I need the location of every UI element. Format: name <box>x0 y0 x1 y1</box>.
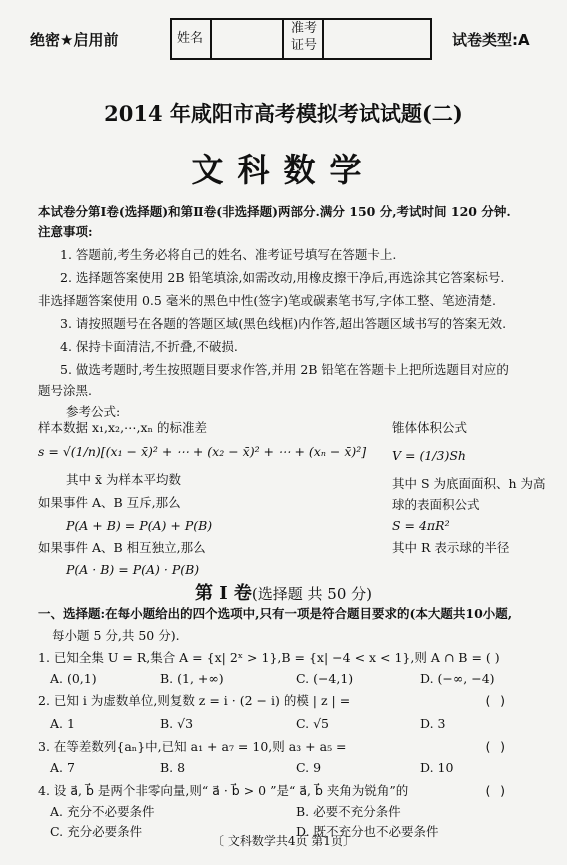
question-4-stem: 4. 设 a⃗, b⃗ 是两个非零向量,则“ a⃗ · b⃗ > 0 ”是“ a⃗, b⃗ 夹角为锐角”的 <box>38 783 409 798</box>
question-3-option-d[interactable]: D. 10 <box>420 760 454 775</box>
cone-volume-label: 锥体体积公式 <box>392 420 468 435</box>
note-1: 1. 答题前,考生务必将自己的姓名、准考证号填写在答题卡上. <box>60 247 397 262</box>
sphere-area-label: 球的表面积公式 <box>392 497 480 512</box>
name-input-cell[interactable] <box>212 20 284 58</box>
cone-volume-formula: V = (1/3)Sh <box>392 448 466 463</box>
question-3-answer-paren: ( ) <box>484 739 507 754</box>
note-5: 5. 做选考题时,考生按照题目要求作答,并用 2B 铅笔在答题卡上把所选题目对应的 <box>60 362 509 377</box>
addition-rule: P(A + B) = P(A) + P(B) <box>66 518 213 533</box>
question-4-option-d[interactable]: D. 既不充分也不必要条件 <box>296 824 439 839</box>
section-name: 第 Ⅰ 卷 <box>194 583 252 604</box>
paper-type-label: 试卷类型:A <box>452 31 530 49</box>
question-1-option-d[interactable]: D. (−∞, −4) <box>420 671 495 686</box>
question-3-stem: 3. 在等差数列{aₙ}中,已知 a₁ + a₇ = 10,则 a₃ + a₅ = <box>38 739 347 754</box>
note-5-cont: 题号涂黑. <box>38 383 92 398</box>
exam-no-label-1: 准考 <box>291 21 318 36</box>
name-label: 姓名 <box>177 31 204 46</box>
notes-heading: 注意事项: <box>38 224 93 239</box>
page-footer: 〔 文科数学共4页 第1页〕 <box>212 834 355 848</box>
intro-text: 本试卷分第Ⅰ卷(选择题)和第Ⅱ卷(非选择题)两部分.满分 150 分,考试时间 120 分钟. <box>38 204 511 219</box>
question-2-option-d[interactable]: D. 3 <box>420 716 446 731</box>
sphere-area-formula: S = 4πR² <box>392 518 450 533</box>
section-title <box>0 582 567 605</box>
question-3-option-c[interactable]: C. 9 <box>296 760 322 775</box>
question-2-answer-paren: ( ) <box>484 693 507 708</box>
note-2-cont: 非选择题答案使用 0.5 毫米的黑色中性(签字)笔或碳素笔书写,字体工整、笔迹清楚. <box>38 293 497 308</box>
mutually-exclusive-label: 如果事件 A、B 互斥,那么 <box>38 495 181 510</box>
question-2-stem: 2. 已知 i 为虚数单位,则复数 z = i · (2 − i) 的模 | z | = <box>38 693 351 708</box>
name-label-cell <box>172 20 212 58</box>
question-4-option-c[interactable]: C. 充分必要条件 <box>50 824 143 839</box>
question-4-answer-paren: ( ) <box>484 783 507 798</box>
note-2: 2. 选择题答案使用 2B 铅笔填涂,如需改动,用橡皮擦干净后,再选涂其它答案标号. <box>60 270 505 285</box>
question-2-option-a[interactable]: A. 1 <box>50 716 75 731</box>
question-4-option-b[interactable]: B. 必要不充分条件 <box>296 804 401 819</box>
subject-title: 文科数学 <box>191 151 376 189</box>
std-dev-formula: s = √(1/n)[(x₁ − x̄)² + ⋯ + (x₂ − x̄)² + ⋯ + (xₙ − x̄)²] <box>38 444 367 459</box>
exam-no-label-2: 证号 <box>291 38 318 53</box>
question-1-option-b[interactable]: B. (1, +∞) <box>160 671 224 686</box>
sphere-note: 其中 R 表示球的半径 <box>392 540 510 555</box>
question-1-option-a[interactable]: A. (0,1) <box>50 671 97 686</box>
exam-no-input-cell[interactable] <box>324 20 430 58</box>
question-3-option-a[interactable]: A. 7 <box>50 760 75 775</box>
candidate-info-box <box>170 18 432 60</box>
multiplication-rule: P(A · B) = P(A) · P(B) <box>66 562 200 577</box>
confidential-label: 绝密★启用前 <box>30 31 119 49</box>
exam-no-label-cell <box>284 20 324 58</box>
formula-heading: 参考公式: <box>66 404 121 419</box>
question-1-option-c[interactable]: C. (−4,1) <box>296 671 354 686</box>
exam-title: 2014 年咸阳市高考模拟考试试题(二) <box>104 101 463 126</box>
mean-note: 其中 x̄ 为样本平均数 <box>66 472 181 487</box>
question-3-option-b[interactable]: B. 8 <box>160 760 186 775</box>
cone-note: 其中 S 为底面面积、h 为高 <box>392 476 546 491</box>
question-1-stem: 1. 已知全集 U = R,集合 A = {x| 2ˣ > 1},B = {x| −4 < x < 1},则 A ∩ B = ( ) <box>38 650 500 665</box>
question-2-option-c[interactable]: C. √5 <box>296 716 329 731</box>
std-dev-label: 样本数据 x₁,x₂,⋯,xₙ 的标准差 <box>38 420 207 435</box>
part1-heading: 一、选择题:在每小题给出的四个选项中,只有一项是符合题目要求的(本大题共10小题, <box>38 606 513 621</box>
section-subtitle: (选择题 共 50 分) <box>251 585 373 603</box>
note-4: 4. 保持卡面清洁,不折叠,不破损. <box>60 339 238 354</box>
question-4-option-a[interactable]: A. 充分不必要条件 <box>50 804 155 819</box>
part1-heading-cont: 每小题 5 分,共 50 分). <box>52 628 180 643</box>
question-2-option-b[interactable]: B. √3 <box>160 716 194 731</box>
independent-label: 如果事件 A、B 相互独立,那么 <box>38 540 206 555</box>
note-3: 3. 请按照题号在各题的答题区域(黑色线框)内作答,超出答题区域书写的答案无效. <box>60 316 507 331</box>
